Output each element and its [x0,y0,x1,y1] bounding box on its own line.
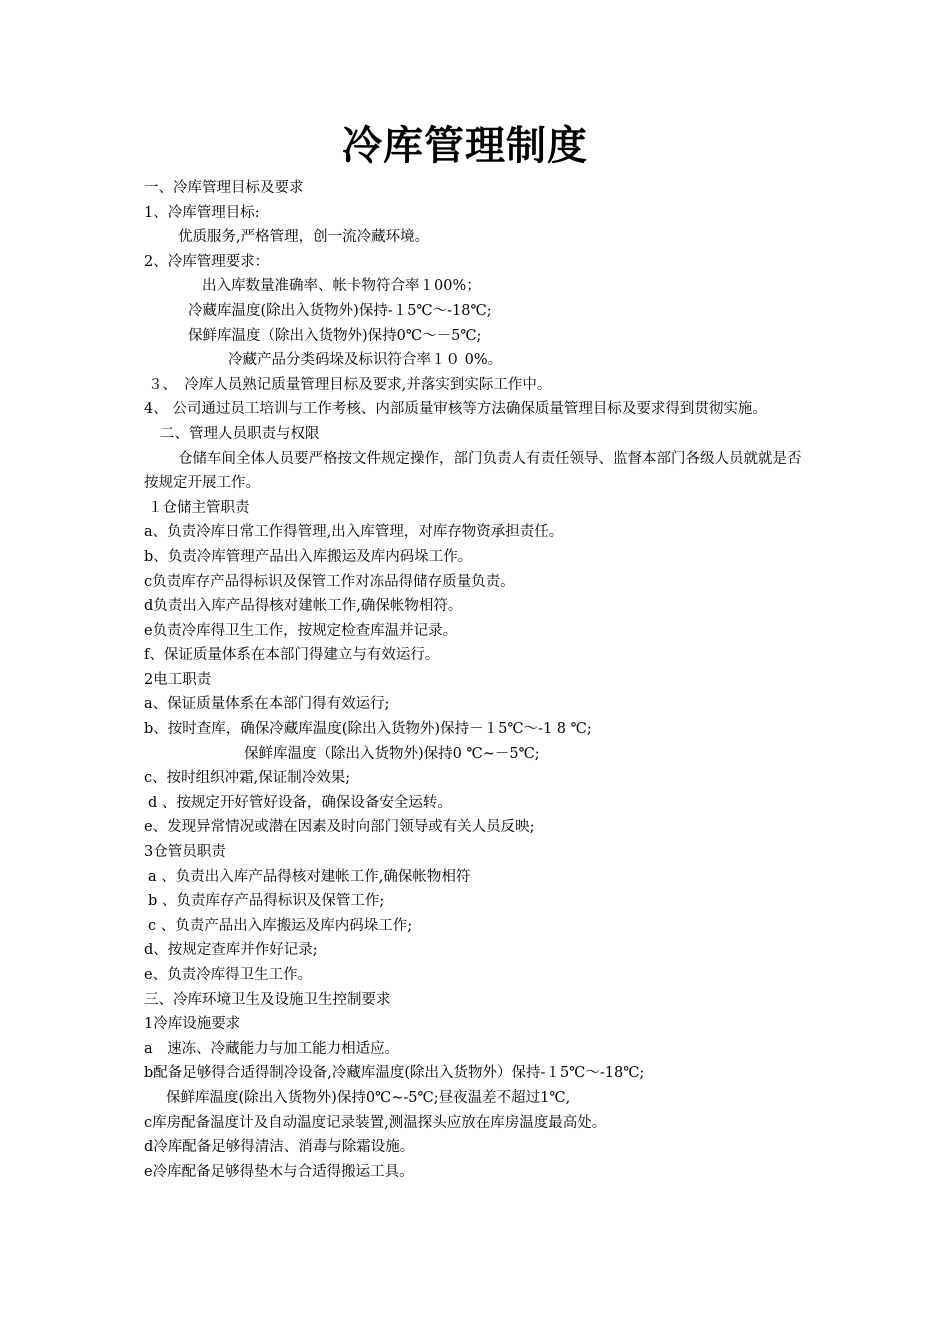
list-item: b配备足够得合适得制冷设备,冷藏库温度(除出入货物外）保持-１5℃～-18℃; [144,1065,645,1082]
document-body [144,176,808,1184]
list-item: c、按时组织冲霜,保证制冷效果; [144,770,351,787]
list-item: f、保证质量体系在本部门得建立与有效运行。 [144,647,440,664]
list-item: e冷库配备足够得垫木与合适得搬运工具。 [144,1163,414,1180]
list-item: c库房配备温度计及自动温度记录装置,测温探头应放在库房温度最高处。 [144,1114,607,1131]
list-item: e负责冷库得卫生工作，按规定检查库温并记录。 [144,622,458,639]
subsection-heading: 1冷库设施要求 [144,1016,241,1033]
list-item-continuation: 保鲜库温度（除出入货物外)保持0 ℃~－5℃; [244,745,540,762]
list-item: d、按规定查库并作好记录; [144,942,318,959]
list-item: d 、按规定开好管好设备，确保设备安全运转。 [148,794,452,811]
paragraph-line: 冷藏产品分类码垛及标识符合率１０ 0%。 [228,352,503,369]
section-heading: 一、冷库管理目标及要求 [144,180,304,196]
list-item: c 、负责产品出入库搬运及库内码垛工作; [148,917,413,934]
subsection-heading: １仓储主管职责 [148,499,250,516]
section-heading: 二、管理人员职责与权限 [160,425,320,442]
paragraph-line: 优质服务,严格管理，创一流冷藏环境。 [178,229,430,246]
paragraph-line: 出入库数量准确率、帐卡物符合率１00%； [202,278,481,295]
document-title: 冷库管理制度 [342,122,588,169]
list-item-continuation: 保鲜库温度(除出入货物外)保持0℃~-5℃;昼夜温差不超过1℃, [166,1089,571,1106]
subsection-heading: 3仓管员职责 [144,844,226,861]
subsection-heading: 2电工职责 [144,671,212,688]
list-item: a、保证质量体系在本部门得有效运行; [144,696,390,713]
paragraph-line: 仓储车间全体人员要严格按文件规定操作，部门负责人有责任领导、监督本部门各级人员就就是否按规定开展工作。 [144,450,802,492]
list-item: b 、负责库存产品得标识及保管工作; [148,893,385,910]
list-item: e、负责冷库得卫生工作。 [144,967,313,983]
list-item: a 、负责出入库产品得核对建帐工作,确保帐物相符 [148,868,471,885]
list-item: a 速冻、冷藏能力与加工能力相适应。 [144,1040,400,1057]
list-item: a、负责冷库日常工作得管理,出入库管理，对库存物资承担责任。 [144,524,564,541]
section-heading: 三、冷库环境卫生及设施卫生控制要求 [144,991,391,1008]
paragraph-line: 保鲜库温度（除出入货物外)保持0℃～－5℃; [188,327,482,344]
list-item: e、发现异常情况或潜在因素及时向部门领导或有关人员反映; [144,819,535,836]
paragraph-line: 冷藏库温度(除出入货物外)保持-１5℃～-18℃; [188,302,492,319]
list-item: b、负责冷库管理产品出入库搬运及库内码垛工作。 [144,548,473,565]
paragraph-line: ３、 冷库人员熟记质量管理目标及要求,并落实到实际工作中。 [148,376,552,393]
list-item: d负责出入库产品得核对建帐工作,确保帐物相符。 [144,598,463,615]
subsection-heading: 1、冷库管理目标: [144,204,260,221]
list-item: d冷库配备足够得清洁、消毒与除霜设施。 [144,1139,415,1156]
list-item: b、按时查库，确保冷藏库温度(除出入货物外)保持－１5℃～-1 8 ℃; [144,721,592,738]
list-item: c负责库存产品得标识及保管工作对冻品得储存质量负责。 [144,573,515,590]
paragraph-line: 4、 公司通过员工培训与工作考核、内部质量审核等方法确保质量管理目标及要求得到贯彻实施。 [144,401,767,418]
subsection-heading: 2、冷库管理要求： [144,253,270,270]
